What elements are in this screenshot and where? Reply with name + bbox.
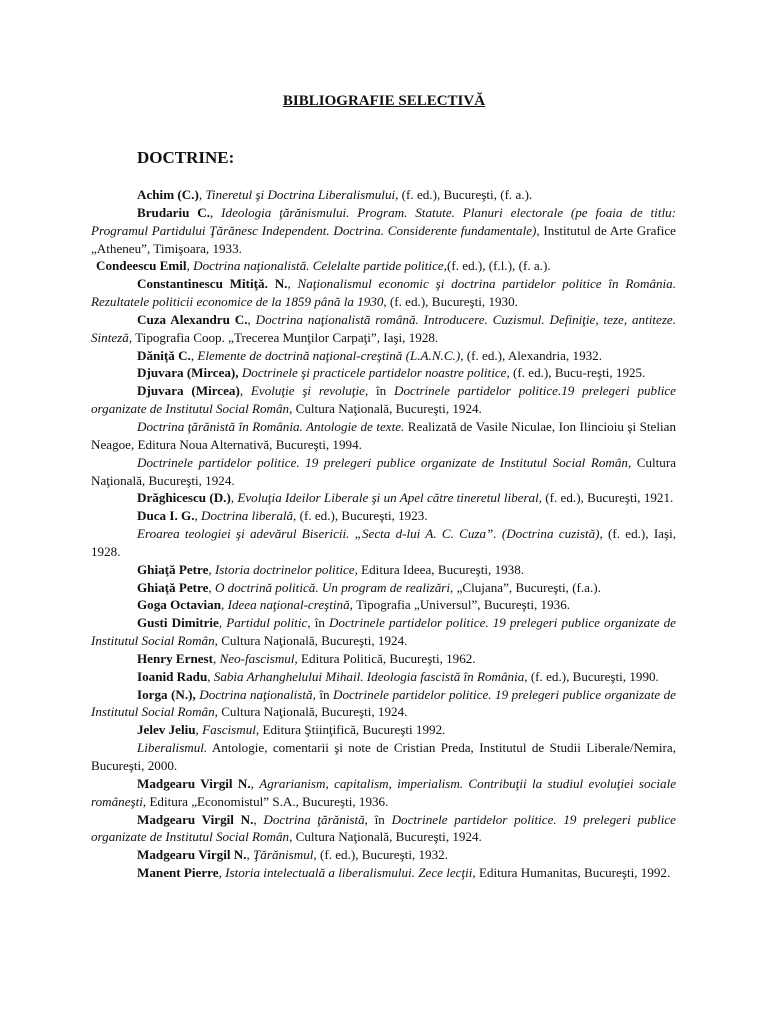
bibliography-entry: Eroarea teologiei şi adevărul Bisericii. „Secta d-lui A. C. Cuza”. (Doctrina cuzistă), (f. ed.), Iaşi, 1928.	[91, 526, 676, 559]
bibliography-entry: Madgearu Virgil N., Ţărănismul, (f. ed.), Bucureşti, 1932.	[137, 847, 448, 863]
bibliography-entry: Henry Ernest, Neo-fascismul, Editura Politică, Bucureşti, 1962.	[137, 650, 476, 666]
bibliography-entry: Duca I. G., Doctrina liberală, (f. ed.), Bucureşti, 1923.	[137, 508, 428, 524]
bibliography-entry: Djuvara (Mircea), Evoluţie şi revoluţie, în Doctrinele partidelor politice.19 prelegeri publice organizate de Institutul Social Român, Cultura Naţională, Bucureşti, 1924.	[91, 383, 676, 417]
bibliography-entry: Liberalismul. Antologie, comentarii şi note de Cristian Preda, Institutul de Studii Liberale/Nemira, Bucureşti, 2000.	[91, 740, 676, 773]
bibliography-entry: Brudariu C., Ideologia ţărănismului. Program. Statute. Planuri electorale (pe foaia de titlu: Programul Partidului Ţărănesc Independent. Doctrina. Considerente fundamentale), Institutul de Arte Grafice „Atheneu”, Timişoara, 1933.	[91, 204, 677, 256]
bibliography-entry: Goga Octavian, Ideea naţional-creştină, Tipografia „Universul”, Bucureşti, 1936.	[137, 597, 571, 613]
bibliography-entry: Ghiaţă Petre, Istoria doctrinelor politice, Editura Ideea, Bucureşti, 1938.	[137, 561, 525, 577]
bibliography-entry: Drăghicescu (D.), Evoluţia Ideilor Liberale şi un Apel către tineretul liberal, (f. ed.), Bucureşti, 1921.	[137, 490, 674, 506]
bibliography-entry: Achim (C.), Tineretul şi Doctrina Liberalismului, (f. ed.), Bucureşti, (f. a.).	[137, 187, 533, 202]
bibliography-list	[91, 186, 676, 882]
bibliography-entry: Madgearu Virgil N., Doctrina ţărănistă, în Doctrinele partidelor politice. 19 prelegeri publice organizate de Institutul Social Român, Cultura Naţională, Bucureşti, 1924.	[91, 811, 676, 845]
bibliography-entry: Dăniţă C., Elemente de doctrină naţional-creştină (L.A.N.C.), (f. ed.), Alexandria, 1932.	[137, 347, 603, 363]
bibliography-entry: Jelev Jeliu, Fascismul, Editura Ştiinţifică, Bucureşti 1992.	[137, 722, 446, 738]
bibliography-entry: Cuza Alexandru C., Doctrina naţionalistă română. Introducere. Cuzismul. Definiţie, teze, antiteze. Sinteză, Tipografia Coop. „Trecerea Munţilor Carpaţi”, Iaşi, 1928.	[91, 311, 677, 345]
section-heading: DOCTRINE:	[137, 148, 235, 167]
bibliography-entry: Ghiaţă Petre, O doctrină politică. Un program de realizări, „Clujana”, Bucureşti, (f.a.).	[137, 579, 601, 595]
bibliography-entry: Madgearu Virgil N., Agrarianism, capitalism, imperialism. Contribuţii la studiul evoluţiei sociale româneşti, Editura „Economistul” S.A., Bucureşti, 1936.	[91, 775, 677, 809]
bibliography-entry: Doctrina ţărănistă în România. Antologie de texte. Realizată de Vasile Niculae, Ion Ilincioiu şi Stelian Neagoe, Editura Noua Alternativă, Bucureşti, 1994.	[91, 418, 677, 452]
bibliography-entry: Iorga (N.), Doctrina naţionalistă, în Doctrinele partidelor politice. 19 prelegeri publice organizate de Institutul Social Român, Cultura Naţională, Bucureşti, 1924.	[91, 686, 676, 720]
bibliography-entry: Manent Pierre, Istoria intelectuală a liberalismului. Zece lecţii, Editura Humanitas, Bucureşti, 1992.	[137, 865, 671, 881]
bibliography-entry: Djuvara (Mircea), Doctrinele şi practicele partidelor noastre politice, (f. ed.), Bucu-reşti, 1925.	[137, 365, 646, 381]
page-title: BIBLIOGRAFIE SELECTIVĂ	[282, 93, 486, 109]
bibliography-entry: Ioanid Radu, Sabia Arhanghelului Mihail. Ideologia fascistă în România, (f. ed.), Bucureşti, 1990.	[137, 668, 659, 684]
bibliography-entry: Doctrinele partidelor politice. 19 prelegeri publice organizate de Institutul Social Român, Cultura Naţională, Bucureşti, 1924.	[91, 454, 677, 488]
bibliography-entry: Gusti Dimitrie, Partidul politic, în Doctrinele partidelor politice. 19 prelegeri publice organizate de Institutul Social Român, Cultura Naţională, Bucureşti, 1924.	[91, 615, 676, 649]
bibliography-entry: Constantinescu Mitiţă. N., Naţionalismul economic şi doctrina partidelor politice în România. Rezultatele politicii economice de la 1859 până la 1930, (f. ed.), Bucureşti, 1930.	[91, 276, 676, 310]
bibliography-entry: Condeescu Emil, Doctrina naţionalistă. Celelalte partide politice,(f. ed.), (f.l.), (f. a.).	[96, 258, 551, 274]
